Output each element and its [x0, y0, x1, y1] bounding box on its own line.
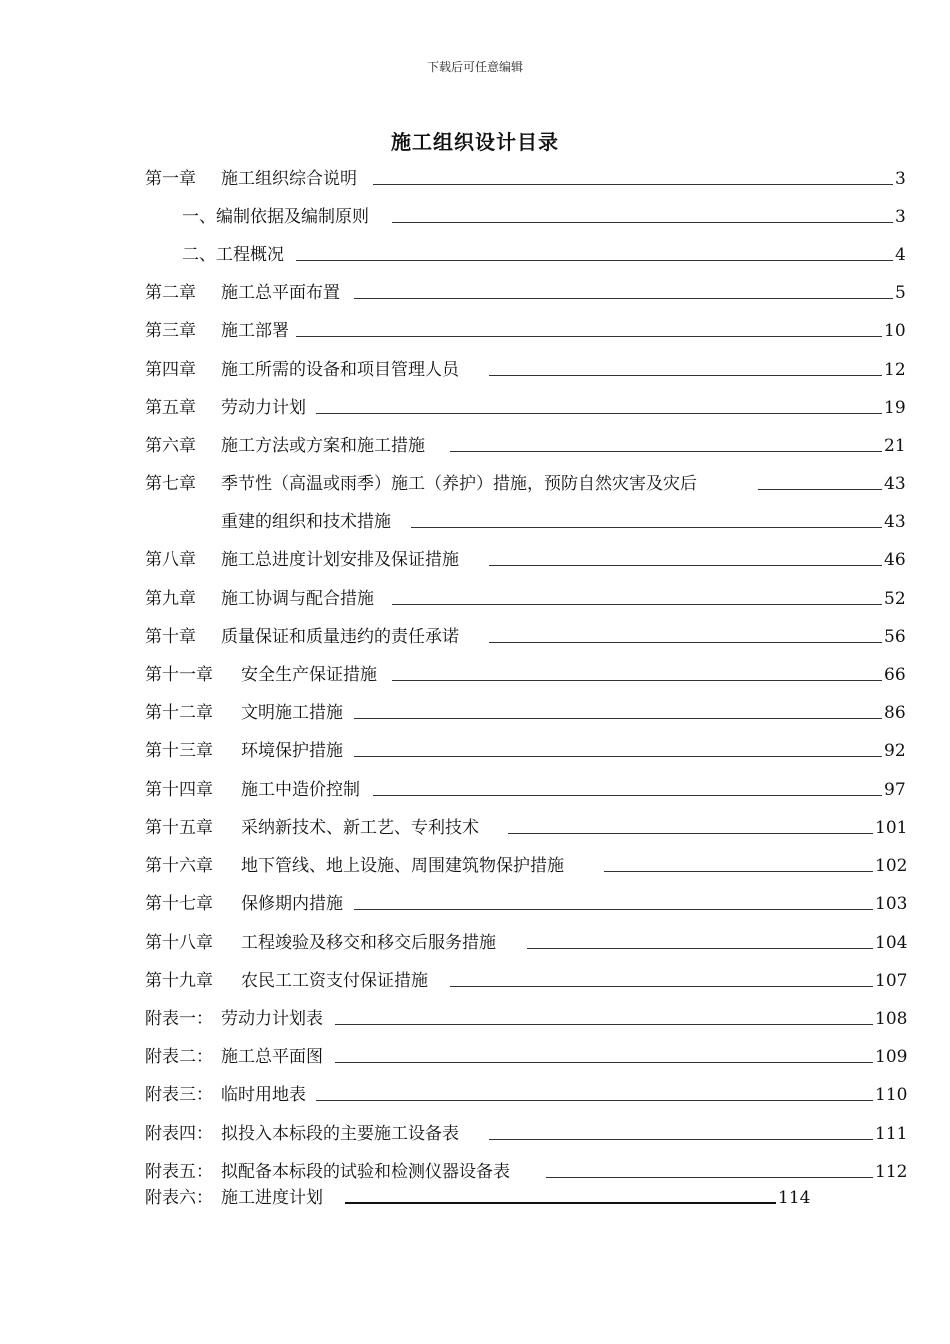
toc-entry — [0, 202, 950, 232]
toc-page-number: 3 — [895, 207, 906, 227]
toc-chapter-label: 第十五章 — [145, 818, 213, 838]
toc-entry — [0, 584, 950, 614]
toc-page-number: 12 — [884, 360, 906, 380]
toc-page-number: 111 — [875, 1124, 908, 1144]
toc-chapter-label: 第十六章 — [145, 856, 213, 876]
document-title: 施工组织设计目录 — [391, 130, 559, 154]
toc-entry-title: 施工方法或方案和施工措施 — [221, 436, 425, 456]
toc-page-number: 21 — [884, 436, 906, 456]
toc-entry-title: 工程竣验及移交和移交后服务措施 — [241, 933, 496, 953]
toc-entry — [0, 431, 950, 461]
toc-chapter-label: 第十一章 — [145, 665, 213, 685]
toc-entry-title: 施工总平面布置 — [221, 283, 340, 303]
toc-chapter-label: 第十四章 — [145, 780, 213, 800]
toc-page-number: 92 — [884, 741, 906, 761]
toc-page-number: 4 — [895, 245, 906, 265]
toc-page-number: 108 — [875, 1009, 908, 1029]
toc-page-number: 19 — [884, 398, 906, 418]
toc-leader-line — [450, 451, 882, 452]
toc-page-number: 56 — [884, 627, 906, 647]
toc-page-number: 104 — [875, 933, 908, 953]
toc-entry — [0, 851, 950, 881]
toc-page-number: 109 — [875, 1047, 908, 1067]
toc-entry — [0, 928, 950, 958]
toc-entry-title: 质量保证和质量违约的责任承诺 — [221, 627, 459, 647]
toc-page-number: 3 — [895, 169, 906, 189]
toc-entry-title: 施工进度计划 — [221, 1188, 323, 1208]
toc-entry-title: 拟投入本标段的主要施工设备表 — [221, 1124, 459, 1144]
toc-page-number: 86 — [884, 703, 906, 723]
toc-page-number: 52 — [884, 589, 906, 609]
toc-entry — [0, 698, 950, 728]
toc-entry-title: 施工所需的设备和项目管理人员 — [221, 360, 459, 380]
toc-entry — [0, 1004, 950, 1034]
toc-chapter-label: 附表三： — [145, 1085, 213, 1105]
toc-entry — [0, 507, 950, 537]
toc-entry — [0, 889, 950, 919]
toc-leader-line — [345, 1202, 776, 1204]
toc-leader-line — [354, 909, 873, 910]
toc-page-number: 110 — [875, 1085, 908, 1105]
toc-entry-title: 地下管线、地上设施、周围建筑物保护措施 — [241, 856, 564, 876]
toc-leader-line — [354, 298, 893, 299]
toc-leader-line — [296, 336, 882, 337]
toc-entry — [0, 393, 950, 423]
toc-chapter-label: 第五章 — [145, 398, 196, 418]
toc-entry-title: 保修期内措施 — [241, 894, 343, 914]
toc-entry-title: 临时用地表 — [221, 1085, 306, 1105]
toc-entry-title: 安全生产保证措施 — [241, 665, 377, 685]
toc-chapter-label: 附表四： — [145, 1124, 213, 1144]
toc-entry-title: 文明施工措施 — [241, 703, 343, 723]
toc-page-number: 43 — [884, 474, 906, 494]
toc-entry — [0, 813, 950, 843]
toc-leader-line — [489, 565, 882, 566]
toc-entry — [0, 966, 950, 996]
toc-leader-line — [296, 260, 893, 261]
toc-page-number: 97 — [884, 780, 906, 800]
toc-entry-title: 环境保护措施 — [241, 741, 343, 761]
toc-leader-line — [604, 871, 873, 872]
toc-chapter-label: 第十三章 — [145, 741, 213, 761]
toc-leader-line — [316, 1100, 873, 1101]
toc-leader-line — [392, 604, 882, 605]
toc-entry-title: 施工部署 — [221, 321, 289, 341]
toc-leader-line — [316, 413, 882, 414]
toc-entry — [0, 622, 950, 652]
toc-page-number: 10 — [884, 321, 906, 341]
toc-chapter-label: 第十七章 — [145, 894, 213, 914]
toc-entry — [0, 660, 950, 690]
toc-page-number: 114 — [778, 1188, 811, 1208]
toc-entry — [0, 1119, 950, 1149]
toc-chapter-label: 第七章 — [145, 474, 196, 494]
toc-leader-line — [354, 718, 882, 719]
toc-page-number: 5 — [895, 283, 906, 303]
toc-leader-line — [489, 642, 882, 643]
toc-chapter-label: 第十章 — [145, 627, 196, 647]
toc-entry — [0, 164, 950, 194]
toc-leader-line — [527, 948, 873, 949]
toc-page-number: 46 — [884, 550, 906, 570]
toc-entry — [0, 1042, 950, 1072]
toc-leader-line — [546, 1177, 873, 1178]
toc-chapter-label: 附表六： — [145, 1188, 213, 1208]
toc-chapter-label: 第十八章 — [145, 933, 213, 953]
toc-entry-title: 采纳新技术、新工艺、专利技术 — [241, 818, 479, 838]
toc-leader-line — [373, 795, 882, 796]
toc-page-number: 102 — [875, 856, 908, 876]
toc-entry — [0, 1183, 950, 1213]
page-header: 下载后可任意编辑 — [426, 60, 523, 74]
toc-entry-title: 施工总进度计划安排及保证措施 — [221, 550, 459, 570]
toc-entry-title: 一、编制依据及编制原则 — [182, 207, 369, 227]
toc-leader-line — [335, 1062, 873, 1063]
toc-chapter-label: 第十九章 — [145, 971, 213, 991]
toc-chapter-label: 第八章 — [145, 550, 196, 570]
toc-entry-title: 劳动力计划表 — [221, 1009, 323, 1029]
toc-chapter-label: 附表一： — [145, 1009, 213, 1029]
toc-leader-line — [392, 680, 882, 681]
toc-entry-title: 二、工程概况 — [182, 245, 284, 265]
toc-chapter-label: 第四章 — [145, 360, 196, 380]
toc-chapter-label: 第一章 — [145, 169, 196, 189]
toc-entry — [0, 278, 950, 308]
toc-chapter-label: 第六章 — [145, 436, 196, 456]
toc-entry — [0, 316, 950, 346]
toc-page-number: 66 — [884, 665, 906, 685]
toc-entry-title: 重建的组织和技术措施 — [221, 512, 391, 532]
toc-entry-title: 施工协调与配合措施 — [221, 589, 374, 609]
toc-entry — [0, 545, 950, 575]
toc-leader-line — [489, 1139, 873, 1140]
toc-entry-title: 拟配备本标段的试验和检测仪器设备表 — [221, 1162, 510, 1182]
toc-leader-line — [411, 527, 882, 528]
toc-chapter-label: 附表五： — [145, 1162, 213, 1182]
toc-chapter-label: 第九章 — [145, 589, 196, 609]
toc-page-number: 112 — [875, 1162, 908, 1182]
toc-leader-line — [758, 489, 882, 490]
toc-entry-title: 施工组织综合说明 — [221, 169, 357, 189]
toc-page-number: 43 — [884, 512, 906, 532]
toc-leader-line — [489, 375, 882, 376]
toc-entry-title: 施工总平面图 — [221, 1047, 323, 1067]
toc-entry — [0, 1080, 950, 1110]
toc-entry-title: 施工中造价控制 — [241, 780, 360, 800]
toc-entry — [0, 775, 950, 805]
toc-page-number: 107 — [875, 971, 908, 991]
toc-leader-line — [335, 1024, 873, 1025]
toc-leader-line — [373, 184, 893, 185]
toc-entry — [0, 736, 950, 766]
toc-leader-line — [392, 222, 893, 223]
toc-entry — [0, 240, 950, 270]
toc-chapter-label: 第二章 — [145, 283, 196, 303]
toc-entry — [0, 469, 950, 499]
toc-chapter-label: 附表二： — [145, 1047, 213, 1067]
toc-entry-title: 农民工工资支付保证措施 — [241, 971, 428, 991]
toc-chapter-label: 第三章 — [145, 321, 196, 341]
toc-entry-title: 季节性（高温或雨季）施工（养护）措施，预防自然灾害及灾后 — [221, 474, 697, 494]
toc-leader-line — [508, 833, 873, 834]
toc-page-number: 101 — [875, 818, 908, 838]
toc-entry-title: 劳动力计划 — [221, 398, 306, 418]
toc-leader-line — [354, 756, 882, 757]
toc-leader-line — [450, 986, 873, 987]
toc-page-number: 103 — [875, 894, 908, 914]
toc-entry — [0, 355, 950, 385]
toc-chapter-label: 第十二章 — [145, 703, 213, 723]
